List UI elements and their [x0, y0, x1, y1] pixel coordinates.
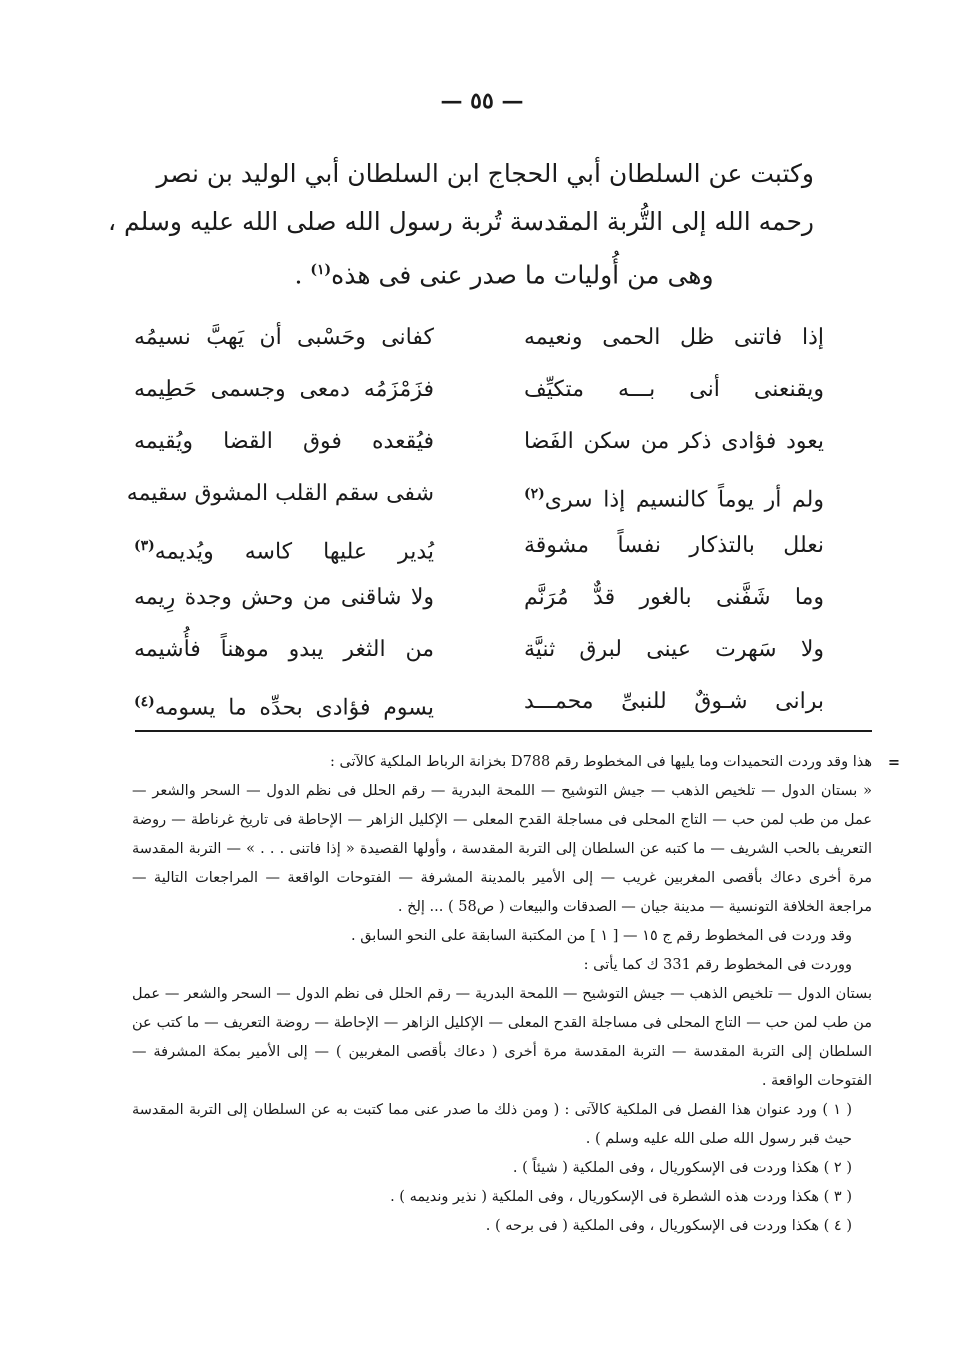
poem-verse [134, 578, 824, 630]
verse-second-hemistich: فيُقعده فوق القضا ويُقيمه [134, 429, 434, 454]
intro-line: وكتبت عن السلطان أبي الحجاج ابن السلطان أبي الوليد بن نصر [156, 159, 814, 188]
verse-first-hemistich: يعود فؤادى ذكر من سكن الفَضا [524, 429, 824, 454]
intro-line: رحمه الله إلى التُّربة المقدسة تُربة رسول الله صلى الله عليه وسلم ، [108, 207, 814, 236]
footnote-ref: (٣) [134, 538, 155, 554]
page-number: — ٥٥ — [440, 88, 524, 114]
chapter-intro [108, 150, 814, 299]
footnote-ref: (٢) [524, 486, 545, 502]
poem-verse [134, 422, 824, 474]
verse-second-hemistich: ولا شاقنى من وحش وجدة رِيمه [134, 585, 434, 610]
verse-first-hemistich: وما شَفَّنى بالغور قدٌّ مُرَنَّم [524, 585, 824, 610]
poem [126, 318, 824, 734]
poem-verse [134, 682, 824, 734]
hemistich-text: ولم أر يوماً كالنسيم إذا سرى [544, 487, 824, 513]
verse-first-hemistich [524, 474, 824, 526]
intro-line-text: وهى من أُوليات ما صدر عنى فى هذه [331, 260, 714, 290]
verse-second-hemistich: كفانى وحَسْبى أن يَهبَّ نسيمُه [134, 325, 434, 350]
note-paragraph: ووردت فى المخطوط رقم 331 ك كما يأتى : [583, 957, 852, 973]
verse-first-hemistich: إذا فاتنى ظل الحمى ونعيمه [524, 325, 824, 350]
poem-verse [134, 526, 824, 578]
poem-verse [126, 474, 824, 526]
verse-first-hemistich: ولا سَهرت عينى لبرق ثنيَّة [524, 637, 824, 662]
note-paragraph: بستان الدول — تلخيص الذهب — جيش التوشيح — اللمحة البدرية — رقم الحلل فى نظم الدول — السحر والشعر — عمل من طب لمن حب — التاج المحلى فى مساجلة القدح المعلى — الإكليل الزاهر — الإحاطة — روضة التعريف — ما كتب عن السلطان إلى التربة المقدسة — التربة المقدسة مرة أخرى ( دعاك بأقصى المغربين ) — إلى الأمير بمكة المشرفة — الفتوحات الواقعة . [132, 986, 873, 1089]
note-paragraph: وقد وردت فى المخطوط رقم ج ١٥ — [ ١ ] من المكتبة السابقة على النحو السابق . [350, 928, 852, 944]
hemistich-text: يُدير عليها كاسه ويُديمه [154, 539, 434, 565]
note-paragraph: هذا وقد وردت التحميدات وما يليها فى المخطوط رقم D788 بخزانة الرباط الملكية كالآتى : [329, 754, 872, 770]
footnote-divider [135, 730, 872, 732]
intro-line: وهى من أُوليات ما صدر عنى فى هذه$^{(١)}$ . [294, 260, 714, 290]
footnote: ( ٤ ) هكذا وردت فى الإسكوريال ، وفى الملكية ( فى برحه ) . [485, 1218, 852, 1234]
verse-first-hemistich: ويقنعنى أنى بـــه متكيِّف [524, 377, 824, 402]
footnote: ( ١ ) ورد عنوان هذا الفصل فى الملكية كالآتى : ( ومن ذلك ما صدر عنى مما كتبت به عن السلطان إلى التربة المقدسة حيث قبر رسول الله صلى الله عليه وسلم ) . [132, 1102, 852, 1147]
footnote-ref: (٤) [134, 694, 155, 710]
verse-first-hemistich: نعلل بالتذكار نفساً مشوقة [524, 533, 824, 558]
footnotes-section [132, 748, 900, 1241]
hemistich-text: يسوم فؤادى بحدِّه ما يسومه [154, 695, 434, 721]
verse-second-hemistich: شفى سقم القلب المشوق سقيمه [126, 481, 434, 506]
verse-second-hemistich [134, 682, 434, 734]
poem-verse [134, 370, 824, 422]
continuation-mark: = [887, 754, 900, 771]
verse-first-hemistich: برانى شـوقٌ للنبىِّ محمـــد [524, 689, 824, 714]
poem-verse [134, 630, 824, 682]
note-paragraph: « بستان الدول — تلخيص الذهب — جيش التوشيح — اللمحة البدرية — رقم الحلل فى نظم الدول — السحر والشعر — عمل من طب لمن حب — التاج المحلى فى مساجلة القدح المعلى — الإكليل الزاهر — الإحاطة فى تاريخ غرناطة — روضة التعريف بالحب الشريف — ما كتبه عن السلطان إلى التربة المقدسة ، وأولها القصيدة « إذا فاتنى . . . » — التربة المقدسة مرة أخرى دعاك بأقصى المغربين غريب — إلى الأمير بالمدينة المشرفة — الفتوحات الواقعة — المراجعات التالية — مراجعة الخلافة التونسية — مدينة جيان — الصدقات والبيعات ( ص58 ) ... إلخ . [132, 783, 872, 915]
footnote: ( ٣ ) هكذا وردت هذه الشطرة فى الإسكوريال ، وفى الملكية ( نذير ونديمه ) . [390, 1189, 852, 1205]
verse-second-hemistich [134, 526, 434, 578]
footnote-ref: (١) [310, 262, 332, 278]
verse-second-hemistich: فزَمْزَمُه دمعى وجسمى حَطِيمه [134, 377, 434, 402]
poem-verse [134, 318, 824, 370]
footnote: ( ٢ ) هكذا وردت فى الإسكوريال ، وفى الملكية ( شيئاً ) . [512, 1160, 852, 1176]
verse-second-hemistich: من الثغر يبدو موهناً فأُشيمه [134, 637, 434, 662]
